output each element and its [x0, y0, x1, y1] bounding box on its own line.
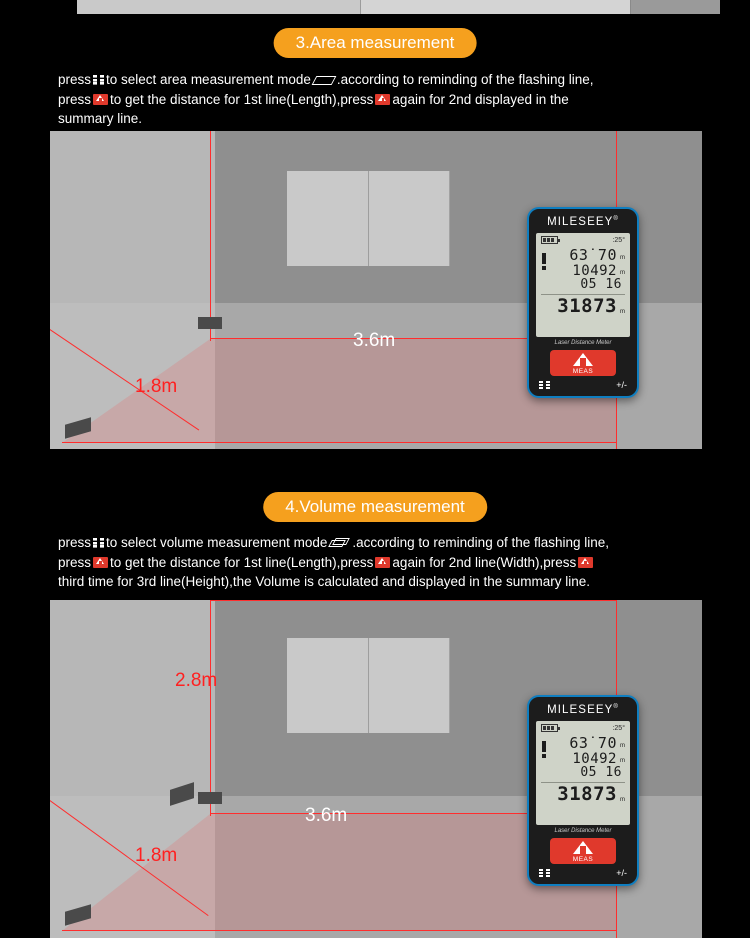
- lcd-mode-indicators: [542, 253, 558, 270]
- instruction-text: again for 2nd line(Width),press: [392, 554, 577, 570]
- device-bottom-controls: [529, 376, 637, 396]
- device-bottom-controls: [529, 864, 637, 884]
- laser-distance-meter-device: [527, 207, 639, 398]
- keypad-icon: [93, 75, 104, 85]
- reading-value: 63˙70: [569, 734, 617, 752]
- instructions-area: [58, 70, 718, 129]
- laser-line-front: [62, 442, 617, 443]
- reading-value: 10492: [572, 750, 617, 767]
- instruction-text: to get the distance for 1st line(Length),press: [110, 554, 374, 570]
- device-brand: MILESEEY®: [547, 216, 619, 228]
- device-sub-label: Laser Distance Meter: [554, 828, 612, 834]
- reading-value: 63˙70: [569, 246, 617, 264]
- window-mullion: [368, 638, 369, 733]
- instruction-line-2: [58, 553, 718, 573]
- instruction-text: press: [58, 72, 92, 87]
- strip-segment-middle: [360, 0, 630, 14]
- device-brand: MILESEEY®: [547, 704, 619, 716]
- lcd-status-bar: [541, 724, 625, 732]
- dimension-label-width: 1.8m: [135, 845, 178, 866]
- instruction-line-1: [58, 70, 718, 90]
- battery-icon: [541, 724, 558, 732]
- window-mullion: [368, 171, 369, 266]
- meas-button-label: MEAS: [572, 368, 594, 375]
- battery-icon: [541, 236, 558, 244]
- meas-key-icon: [578, 557, 593, 568]
- angle-reading: :25°: [612, 724, 625, 732]
- instruction-text: .according to reminding of the flashing line,: [352, 535, 610, 550]
- lcd-row-3: [541, 766, 625, 780]
- corner-marker-back: [198, 792, 222, 804]
- laser-line-ceiling: [210, 600, 617, 601]
- device-sub-label: Laser Distance Meter: [554, 340, 612, 346]
- reading-value: 31873: [557, 295, 617, 318]
- scene-volume-measurement: [50, 600, 702, 938]
- meas-key-icon: [93, 557, 108, 568]
- device-meas-button[interactable]: [550, 838, 616, 864]
- scene-area-measurement: [50, 131, 702, 449]
- instruction-text: to select area measurement mode: [106, 72, 311, 87]
- strip-segment-left: [77, 0, 360, 14]
- mode-bar-icon: [542, 253, 546, 264]
- device-lcd-screen: [536, 721, 630, 825]
- dimension-label-height: 2.8m: [175, 670, 218, 691]
- reading-unit: m: [620, 758, 625, 765]
- laser-distance-meter-device: [527, 695, 639, 886]
- lcd-row-3: [541, 278, 625, 292]
- meas-key-icon: [93, 94, 108, 105]
- section-title-volume: 4.Volume measurement: [263, 492, 487, 522]
- instruction-text: to select volume measurement mode: [106, 535, 328, 550]
- window: [287, 171, 450, 266]
- mode-dot-icon: [542, 266, 546, 270]
- device-meas-button[interactable]: [550, 350, 616, 376]
- meas-key-icon: [375, 557, 390, 568]
- volume-mode-icon: [330, 538, 349, 548]
- angle-reading: :25°: [612, 236, 625, 244]
- section-title-area: 3.Area measurement: [274, 28, 477, 58]
- reading-value: 05 16: [580, 277, 622, 293]
- instruction-text: press: [58, 554, 92, 570]
- laser-line-front: [62, 930, 617, 931]
- reading-unit: m: [620, 743, 625, 750]
- meas-key-icon: [375, 94, 390, 105]
- dimension-label-width: 1.8m: [135, 376, 178, 397]
- reading-value: 10492: [572, 262, 617, 279]
- reading-value: 05 16: [580, 765, 622, 781]
- laser-line-height: [210, 600, 211, 816]
- strip-segment-right: [630, 0, 720, 14]
- instruction-text: press: [58, 91, 92, 107]
- previous-section-strip: [77, 0, 720, 14]
- mode-bar-icon: [542, 741, 546, 752]
- instruction-text: to get the distance for 1st line(Length),press: [110, 91, 374, 107]
- reading-unit: m: [620, 796, 625, 803]
- instruction-line-2: [58, 90, 718, 110]
- device-lcd-screen: [536, 233, 630, 337]
- instruction-text: .according to reminding of the flashing line,: [336, 72, 594, 87]
- instruction-line-1: [58, 533, 718, 553]
- plus-minus-button[interactable]: +/-: [616, 868, 627, 878]
- dimension-label-length: 3.6m: [305, 805, 348, 826]
- meas-button-label: MEAS: [572, 856, 594, 863]
- keypad-icon[interactable]: [539, 381, 550, 390]
- instruction-line-3: summary line.: [58, 111, 143, 127]
- window: [287, 638, 450, 733]
- reading-unit: m: [620, 308, 625, 315]
- instruction-text: again for 2nd displayed in the: [392, 91, 569, 107]
- reading-unit: m: [620, 255, 625, 262]
- plus-minus-button[interactable]: +/-: [616, 380, 627, 390]
- keypad-icon: [93, 538, 104, 548]
- reading-value: 31873: [557, 783, 617, 806]
- lcd-row-summary: [541, 297, 625, 317]
- corner-marker-back: [198, 317, 222, 329]
- meas-triangle-notch: [580, 358, 586, 366]
- lcd-status-bar: [541, 236, 625, 244]
- instruction-line-3: third time for 3rd line(Height),the Volume is calculated and displayed in the summary line.: [58, 574, 591, 590]
- meas-triangle-notch: [580, 846, 586, 854]
- lcd-mode-indicators: [542, 741, 558, 758]
- area-mode-icon: [311, 76, 336, 85]
- keypad-icon[interactable]: [539, 869, 550, 878]
- instruction-text: press: [58, 535, 92, 550]
- mode-dot-icon: [542, 754, 546, 758]
- instructions-volume: [58, 533, 718, 592]
- lcd-row-summary: [541, 785, 625, 805]
- laser-line-corner-vertical: [210, 131, 211, 341]
- reading-unit: m: [620, 270, 625, 277]
- dimension-label-length: 3.6m: [353, 330, 396, 351]
